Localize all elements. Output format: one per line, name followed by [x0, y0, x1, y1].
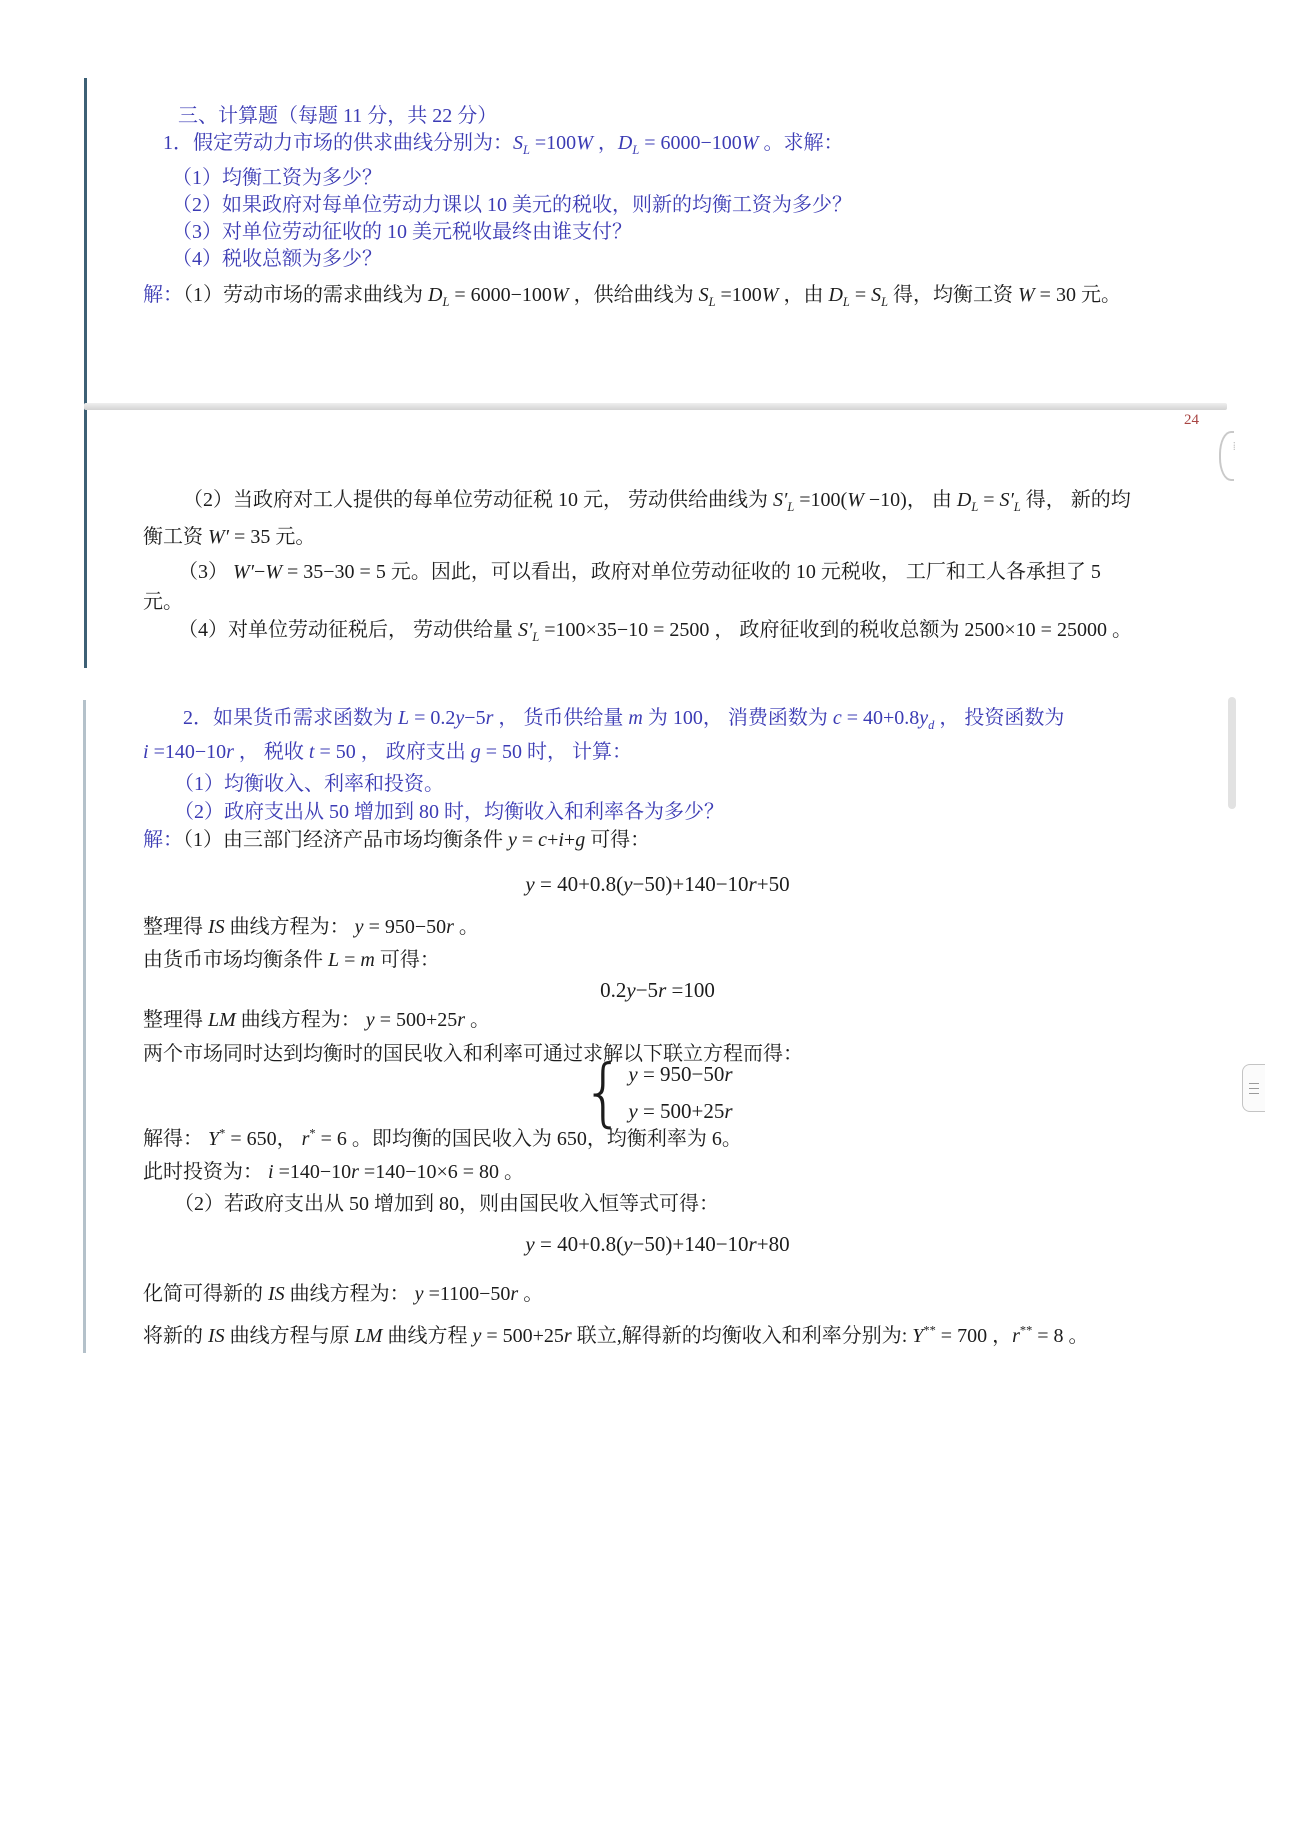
left-margin-line-page1 [84, 78, 87, 668]
q2-equation-2: 0.2y−5r =100 [600, 978, 715, 1002]
handle-line-icon [1249, 1093, 1259, 1094]
page-separator [84, 403, 1227, 410]
q1-part-1: （1）均衡工资为多少？ [172, 167, 382, 189]
q1-solution-line1 [143, 283, 1121, 307]
q2-line-money-market: 由货币市场均衡条件 L = m 可得： [143, 949, 440, 971]
q2-intro-line2: i =140−10r ， 税收 t = 50 ， 政府支出 g = 50 时， 计算： [143, 741, 633, 763]
equation-system-rows [628, 1062, 732, 1124]
page-number: 24 [1184, 412, 1199, 428]
q1-solution-p3-line2: 元。 [143, 591, 183, 613]
q2-equation-1: y = 40+0.8(y−50)+140−10r+50 [525, 872, 790, 896]
q1-solution-p3-line1: （3） W′−W = 35−30 = 5 元。因此，可以看出，政府对单位劳动征收的 10 元税收， 工厂和工人各承担了 5 [178, 561, 1101, 583]
q2-equation-3: y = 40+0.8(y−50)+140−10r+80 [525, 1232, 790, 1256]
left-brace: { [582, 1049, 625, 1136]
q1-part-4: （4）税收总额为多少？ [172, 248, 382, 270]
q2-line-solve: 解得： Y* = 650， r* = 6 。即均衡的国民收入为 650，均衡利率为 6。 [143, 1126, 742, 1150]
q2-intro-line1: 2．如果货币需求函数为 L = 0.2y−5r ， 货币供给量 m 为 100， 消费函数为 $c = 40+0.8y_d$ ， 投资函数为 [183, 707, 1065, 732]
q1-solution-p2-line2: 衡工资 W′ = 35 元。 [143, 526, 316, 548]
q2-line-investment: 此时投资为： i =140−10r =140−10×6 = 80 。 [143, 1161, 525, 1183]
q2-solution-label: 解： [143, 829, 183, 851]
system-equation-1: y = 950−50r [628, 1062, 733, 1086]
q1-solution-p4: （4）对单位劳动征税后， 劳动供给量 $S'_L =100\times 35-10 = 2500$ ， 政府征收到的税收总额为 2500×10 = 25000 。 [178, 619, 1132, 644]
q2-line-new-is: 化简可得新的 IS 曲线方程为： y =1100−50r 。 [143, 1283, 544, 1305]
handle-line-icon [1249, 1088, 1259, 1089]
q2-line-two-markets: 两个市场同时达到均衡时的国民收入和利率可通过求解以下联立方程而得： [143, 1043, 803, 1065]
margin-bracket-icon[interactable] [1219, 431, 1234, 481]
sidebar-handle[interactable] [1242, 1064, 1265, 1112]
q1-intro: 1．假定劳动力市场的供求曲线分别为：$S_L =100W$ ，$D_L = 6000-100W$ 。求解： [163, 132, 844, 157]
q2-solution-intro-text: （1）由三部门经济产品市场均衡条件 y = c+i+g 可得： [183, 829, 651, 851]
q1-solution-p1: （1）劳动市场的需求曲线为 $D_L = 6000-100W$ ，供给曲线为 $S_L =100W$ ，由 $D_L = S_L$ 得，均衡工资 W = 30 元。 [183, 284, 1121, 309]
bracket-dots-icon: ⁞ [1232, 439, 1236, 453]
q1-solution-p2-line1: （2）当政府对工人提供的每单位劳动征税 10 元， 劳动供给曲线为 $S'_L =100(W -10)$， 由 $D_L = S'_L$ 得， 新的均 [183, 489, 1131, 514]
handle-line-icon [1249, 1083, 1259, 1084]
scrollbar-thumb[interactable] [1228, 697, 1236, 809]
q2-part-2: （2）政府支出从 50 增加到 80 时，均衡收入和利率各为多少？ [174, 801, 724, 823]
q2-line-lm: 整理得 LM 曲线方程为： y = 500+25r 。 [143, 1009, 491, 1031]
q2-line-part2: （2）若政府支出从 50 增加到 80，则由国民收入恒等式可得： [174, 1193, 719, 1215]
q1-part-3: （3）对单位劳动征收的 10 美元税收最终由谁支付？ [172, 221, 632, 243]
q1-solution-label: 解： [143, 284, 183, 306]
section-heading: 三、计算题（每题 11 分，共 22 分） [178, 105, 498, 127]
system-equation-2: y = 500+25r [628, 1099, 733, 1123]
q2-line-final: 将新的 IS 曲线方程与原 LM 曲线方程 y = 500+25r 联立,解得新的均衡收入和利率分别为: Y** = 700 ，r** = 8 。 [143, 1323, 1089, 1347]
q2-line-is: 整理得 IS 曲线方程为： y = 950−50r 。 [143, 916, 479, 938]
q2-solution-intro [143, 828, 650, 852]
q2-part-1: （1）均衡收入、利率和投资。 [174, 773, 444, 795]
q1-part-2: （2）如果政府对每单位劳动力课以 10 美元的税收，则新的均衡工资为多少？ [172, 194, 852, 216]
